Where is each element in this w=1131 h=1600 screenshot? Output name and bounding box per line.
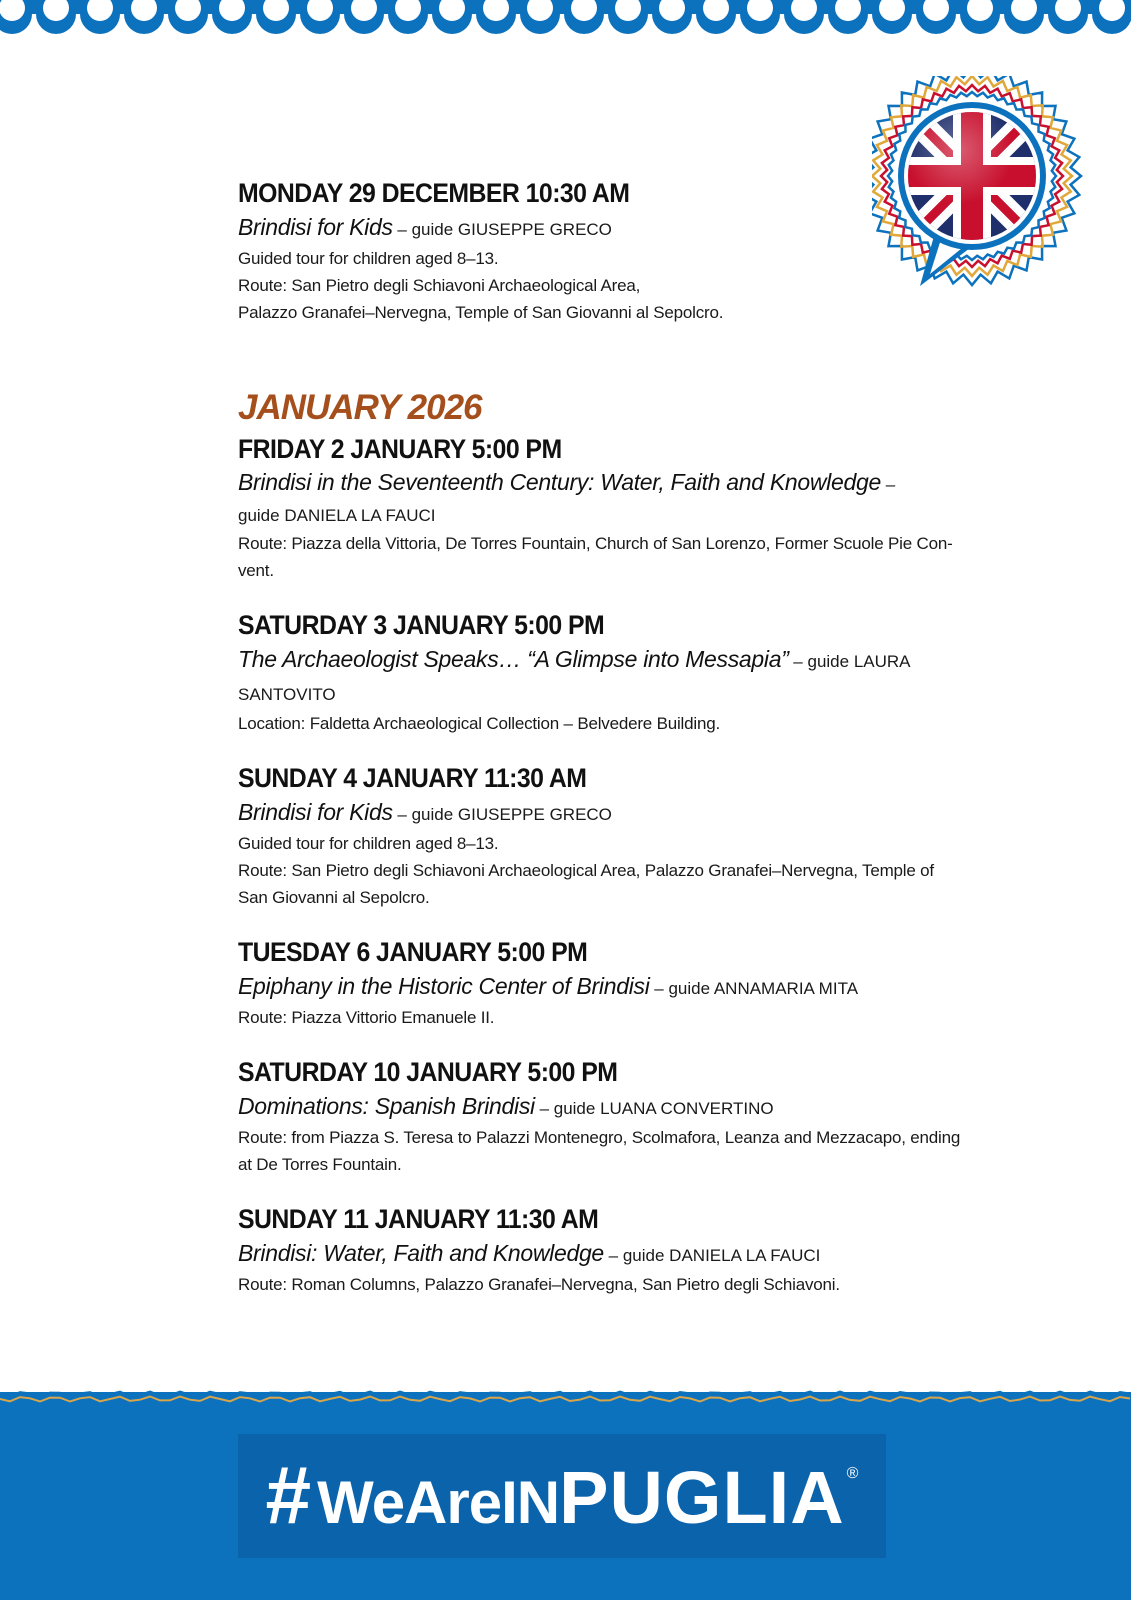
- event-title: Brindisi for Kids: [238, 799, 393, 825]
- event-date: TUESDAY 6 JANUARY 5:00 PM: [238, 937, 588, 967]
- event-separator: –: [534, 1099, 554, 1118]
- event-detail-line: Route: Roman Columns, Palazzo Granafei–Nervegna, San Pietro degli Schiavoni.: [238, 1275, 840, 1294]
- guide-prefix: guide: [411, 805, 458, 824]
- event-title-line: [238, 644, 998, 710]
- event-detail-line: vent.: [238, 561, 274, 580]
- logo-hash: #: [265, 1450, 312, 1541]
- event-title-line: [238, 797, 998, 830]
- guide-prefix: guide: [553, 1099, 601, 1118]
- event-title-line: [238, 971, 998, 1004]
- event-date: SUNDAY 4 JANUARY 11:30 AM: [238, 763, 587, 793]
- event-separator: –: [392, 220, 412, 239]
- event-separator: –: [603, 1246, 623, 1265]
- event-title: Brindisi in the Seventeenth Century: Water, Faith and Knowledge: [238, 469, 881, 495]
- event-separator: –: [392, 805, 412, 824]
- event-title-line: [238, 468, 998, 530]
- december-events: [238, 176, 998, 326]
- event-date: SATURDAY 3 JANUARY 5:00 PM: [238, 610, 605, 640]
- guide-name: GIUSEPPE GRECO: [457, 805, 612, 824]
- event-separator: –: [649, 979, 669, 998]
- event-separator: –: [788, 652, 808, 671]
- event-detail-line: at De Torres Fountain.: [238, 1155, 402, 1174]
- event-detail-line: Route: Piazza Vittorio Emanuele II.: [238, 1008, 495, 1027]
- event-title: Brindisi: Water, Faith and Knowledge: [238, 1240, 604, 1266]
- month-heading: JANUARY 2026: [238, 388, 482, 427]
- wave-pattern-border: [0, 1388, 1131, 1412]
- guide-prefix: guide: [411, 220, 458, 239]
- event-detail-line: Route: Piazza della Vittoria, De Torres Fountain, Church of San Lorenzo, Former Scuole Pie Con-: [238, 534, 953, 553]
- scallop-border: [0, 0, 1131, 40]
- event-detail-line: Route: from Piazza S. Teresa to Palazzi Montenegro, Scolmafora, Leanza and Mezzacapo, ending: [238, 1128, 961, 1147]
- event-date: FRIDAY 2 JANUARY 5:00 PM: [238, 434, 562, 464]
- logo-puglia: PUGLIA: [559, 1456, 845, 1539]
- event-title: Epiphany in the Historic Center of Brindisi: [238, 973, 650, 999]
- guide-name: LAURA SANTOVITO: [238, 652, 910, 704]
- event-entry: [238, 935, 998, 1031]
- event-title: Dominations: Spanish Brindisi: [238, 1093, 535, 1119]
- event-date: SATURDAY 10 JANUARY 5:00 PM: [238, 1057, 618, 1087]
- event-title-line: [238, 1091, 998, 1124]
- event-detail-line: Palazzo Granafei–Nervegna, Temple of San Giovanni al Sepolcro.: [238, 303, 724, 322]
- wearein-puglia-logo: [238, 1434, 886, 1558]
- event-detail-line: San Giovanni al Sepolcro.: [238, 888, 430, 907]
- guide-name: ANNAMARIA MITA: [713, 979, 859, 998]
- event-detail-line: Guided tour for children aged 8–13.: [238, 834, 499, 853]
- event-separator: –: [880, 475, 896, 494]
- event-date: MONDAY 29 DECEMBER 10:30 AM: [238, 178, 630, 208]
- guide-prefix: guide: [807, 652, 854, 671]
- event-title: The Archaeologist Speaks… “A Glimpse into Messapia”: [238, 646, 789, 672]
- events-content: [238, 176, 998, 1322]
- event-detail-line: Route: San Pietro degli Schiavoni Archaeological Area, Palazzo Granafei–Nervegna, Temple of: [238, 861, 934, 880]
- event-title-line: [238, 1238, 998, 1271]
- event-entry: [238, 1055, 998, 1178]
- event-title-line: [238, 212, 998, 245]
- january-events: [238, 432, 998, 1298]
- guide-prefix: guide: [668, 979, 714, 998]
- logo-we-are-in: WeAreIN: [317, 1469, 560, 1536]
- event-entry: [238, 608, 998, 737]
- registered-mark: ®: [846, 1465, 859, 1482]
- event-detail-line: Route: San Pietro degli Schiavoni Archaeological Area,: [238, 276, 641, 295]
- event-date: SUNDAY 11 JANUARY 11:30 AM: [238, 1204, 599, 1234]
- guide-name: DANIELA LA FAUCI: [669, 1246, 821, 1265]
- event-entry: [238, 761, 998, 911]
- event-entry: [238, 1202, 998, 1298]
- event-detail-line: Guided tour for children aged 8–13.: [238, 249, 499, 268]
- event-entry: [238, 432, 998, 584]
- guide-name: LUANA CONVERTINO: [600, 1099, 774, 1118]
- event-detail-line: Location: Faldetta Archaeological Collection – Belvedere Building.: [238, 714, 720, 733]
- guide-name: GIUSEPPE GRECO: [457, 220, 612, 239]
- guide-prefix: guide: [238, 506, 285, 525]
- event-title: Brindisi for Kids: [238, 214, 393, 240]
- event-entry: [238, 176, 998, 326]
- guide-prefix: guide: [622, 1246, 670, 1265]
- guide-name: DANIELA LA FAUCI: [284, 506, 436, 525]
